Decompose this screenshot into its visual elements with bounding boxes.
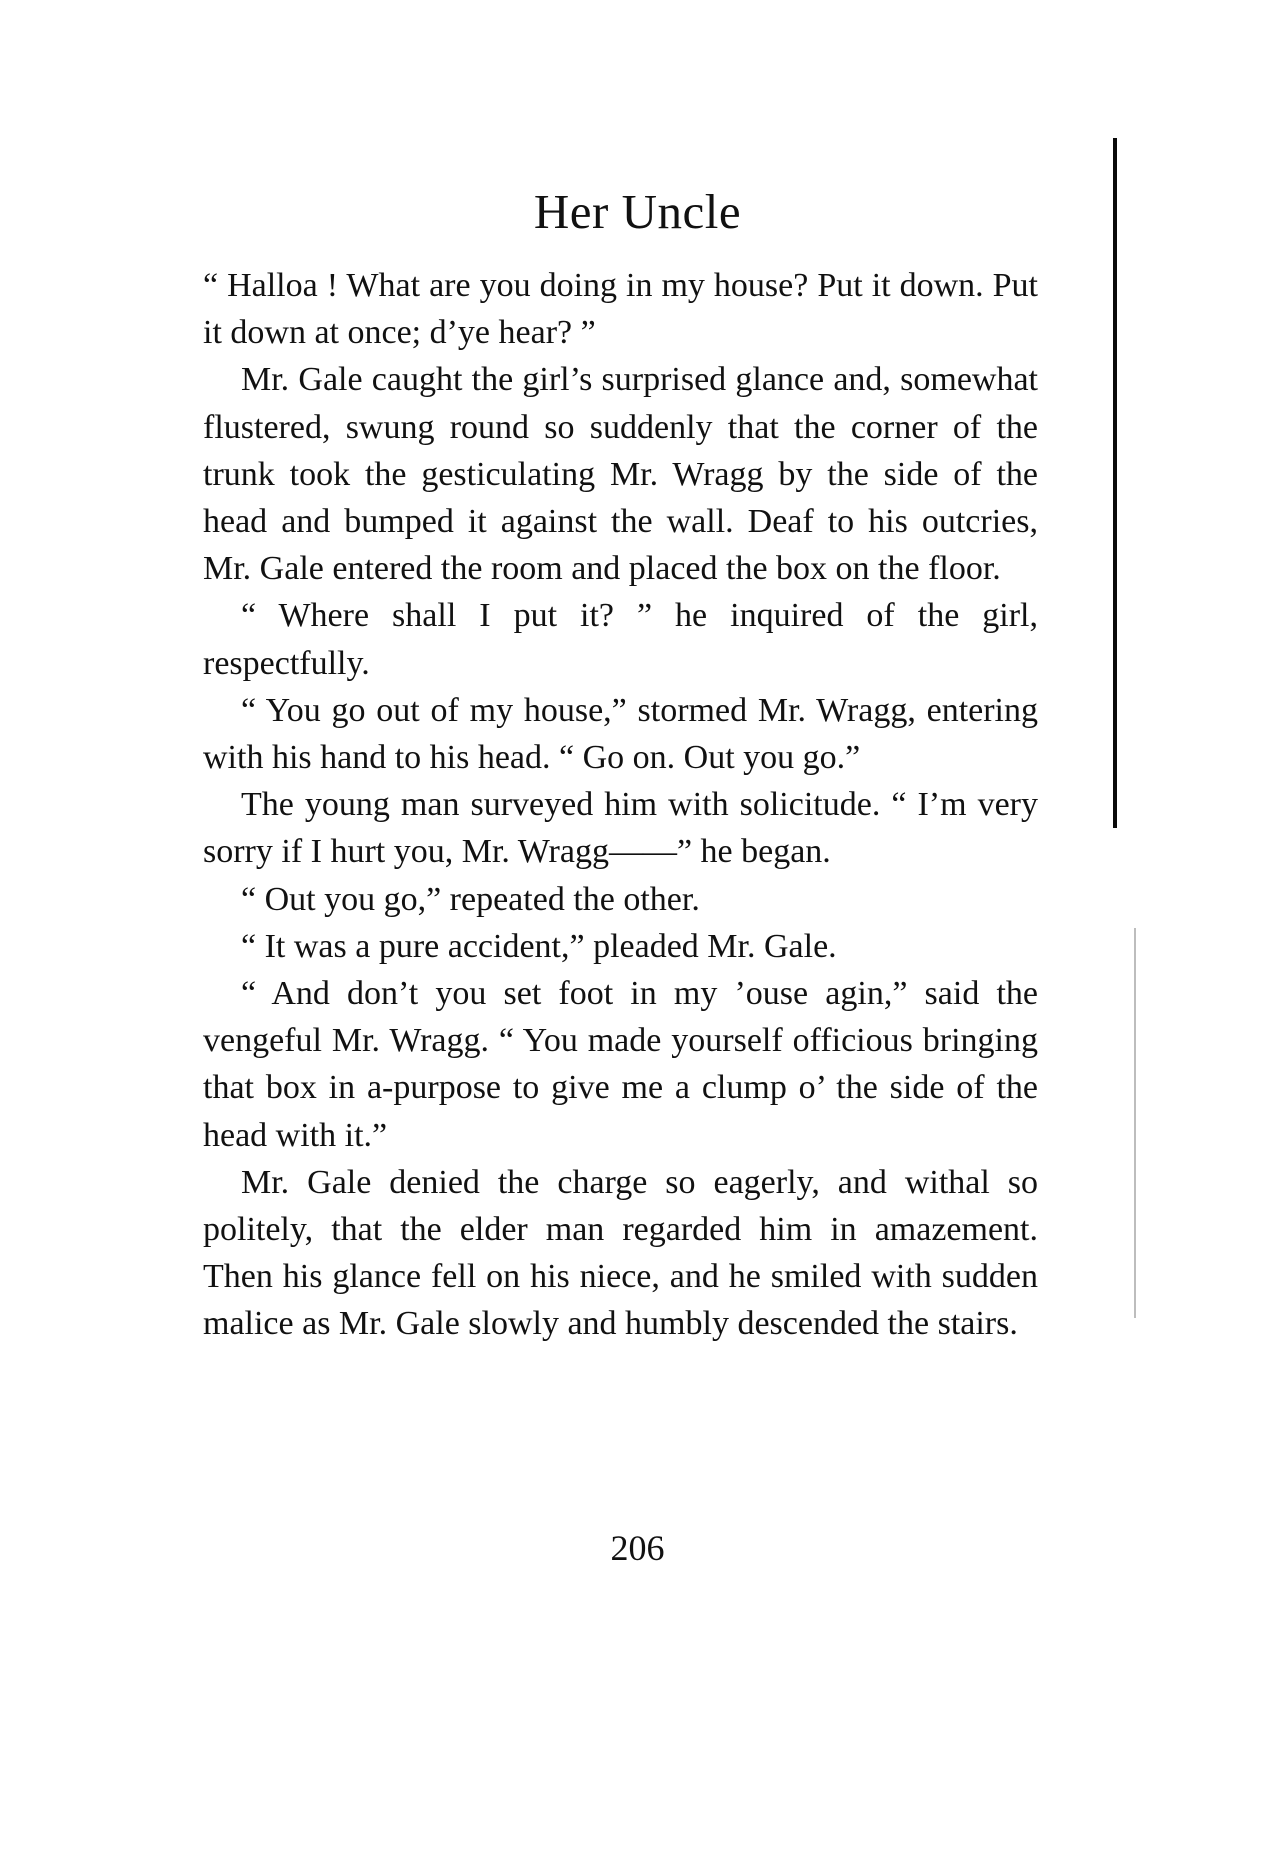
paragraph: “ You go out of my house,” stormed Mr. Wragg, entering with his hand to his head. “ Go on. Out you go.”: [203, 691, 1038, 777]
paragraph: “ Halloa ! What are you doing in my house? Put it down. Put it down at once; d’ye hear? ”: [203, 267, 1038, 352]
paragraph: “ And don’t you set foot in my ’ouse agin,” said the vengeful Mr. Wragg. “ You made yourself officious bringing that box in a-purpose to give me a clump o’ the side of the head with it.”: [203, 975, 1038, 1154]
page-number: 206: [610, 1528, 665, 1568]
scan-edge-faint-mark: [1134, 928, 1136, 1318]
body-text: [203, 262, 1038, 1348]
paragraph: Mr. Gale caught the girl’s surprised glance and, somewhat flustered, swung round so suddenly that the corner of the trunk took the gesticulating Mr. Wragg by the side of the head and bumped it against the wall. Deaf to his outcries, Mr. Gale entered the room and placed the box on the floor.: [203, 361, 1038, 588]
paragraph: The young man surveyed him with solicitude. “ I’m very sorry if I hurt you, Mr. Wragg——” he began.: [203, 786, 1038, 871]
paragraph: “ Out you go,” repeated the other.: [241, 880, 700, 918]
running-head: Her Uncle: [533, 184, 742, 239]
paragraph: “ It was a pure accident,” pleaded Mr. Gale.: [241, 927, 837, 965]
paragraph: Mr. Gale denied the charge so eagerly, and withal so politely, that the elder man regarded him in amazement. Then his glance fell on his niece, and he smiled with sudden malice as Mr. Gale slowly and humbly descended the stairs.: [203, 1163, 1038, 1343]
paragraph: “ Where shall I put it? ” he inquired of the girl, respectfully.: [203, 597, 1038, 682]
